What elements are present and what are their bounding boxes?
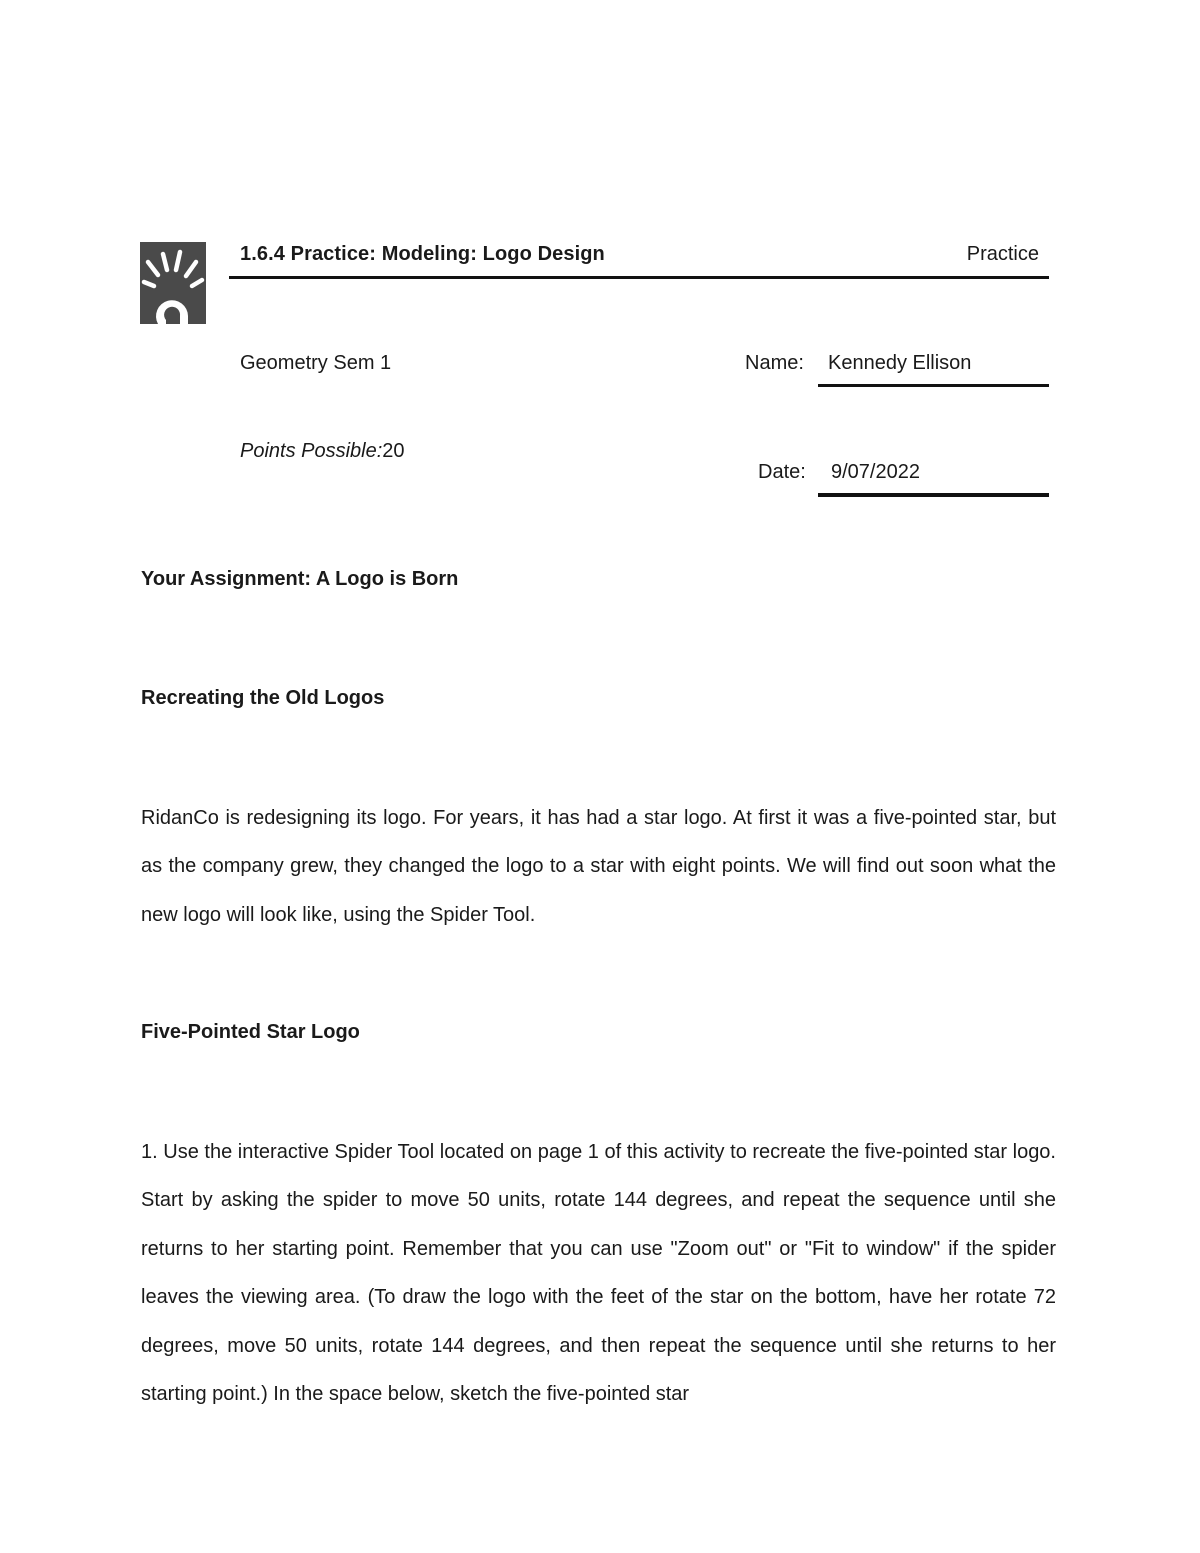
points-label: Points Possible: (240, 440, 383, 462)
lightbulb-logo-icon (140, 242, 206, 324)
five-star-heading: Five-Pointed Star Logo (141, 1021, 360, 1043)
date-label: Date: (758, 461, 806, 483)
recreating-heading: Recreating the Old Logos (141, 687, 385, 709)
assignment-heading: Your Assignment: A Logo is Born (141, 568, 459, 590)
question-1: 1. Use the interactive Spider Tool located on page 1 of this activity to recreate the five-pointed star logo. Start by asking the spider to move 50 units, rotate 144 degrees, and repeat the sequence until she returns to her starting point. Remember that you can use "Zoom out" or "Fit to window" if the spider leaves the viewing area. (To draw the logo with the feet of the star on the bottom, have her rotate 72 degrees, move 50 units, rotate 144 degrees, and then repeat the sequence until she returns to her starting point.) In the space below, sketch the five-pointed star (141, 1141, 1056, 1406)
date-underline (818, 493, 1049, 497)
name-field[interactable]: Kennedy Ellison (828, 352, 972, 374)
page-title: 1.6.4 Practice: Modeling: Logo Design (240, 243, 605, 265)
points-value: 20 (382, 440, 405, 462)
header-divider (229, 276, 1049, 279)
points-possible (240, 440, 405, 463)
document-type: Practice (966, 243, 1039, 265)
course-name: Geometry Sem 1 (240, 352, 392, 374)
name-label: Name: (745, 352, 804, 374)
date-field[interactable]: 9/07/2022 (831, 461, 920, 483)
intro-paragraph: RidanCo is redesigning its logo. For years, it has had a star logo. At first it was a five-pointed star, but as the company grew, they changed the logo to a star with eight points. We will find out soon what the new logo will look like, using the Spider Tool. (141, 807, 1056, 926)
name-underline (818, 384, 1049, 387)
